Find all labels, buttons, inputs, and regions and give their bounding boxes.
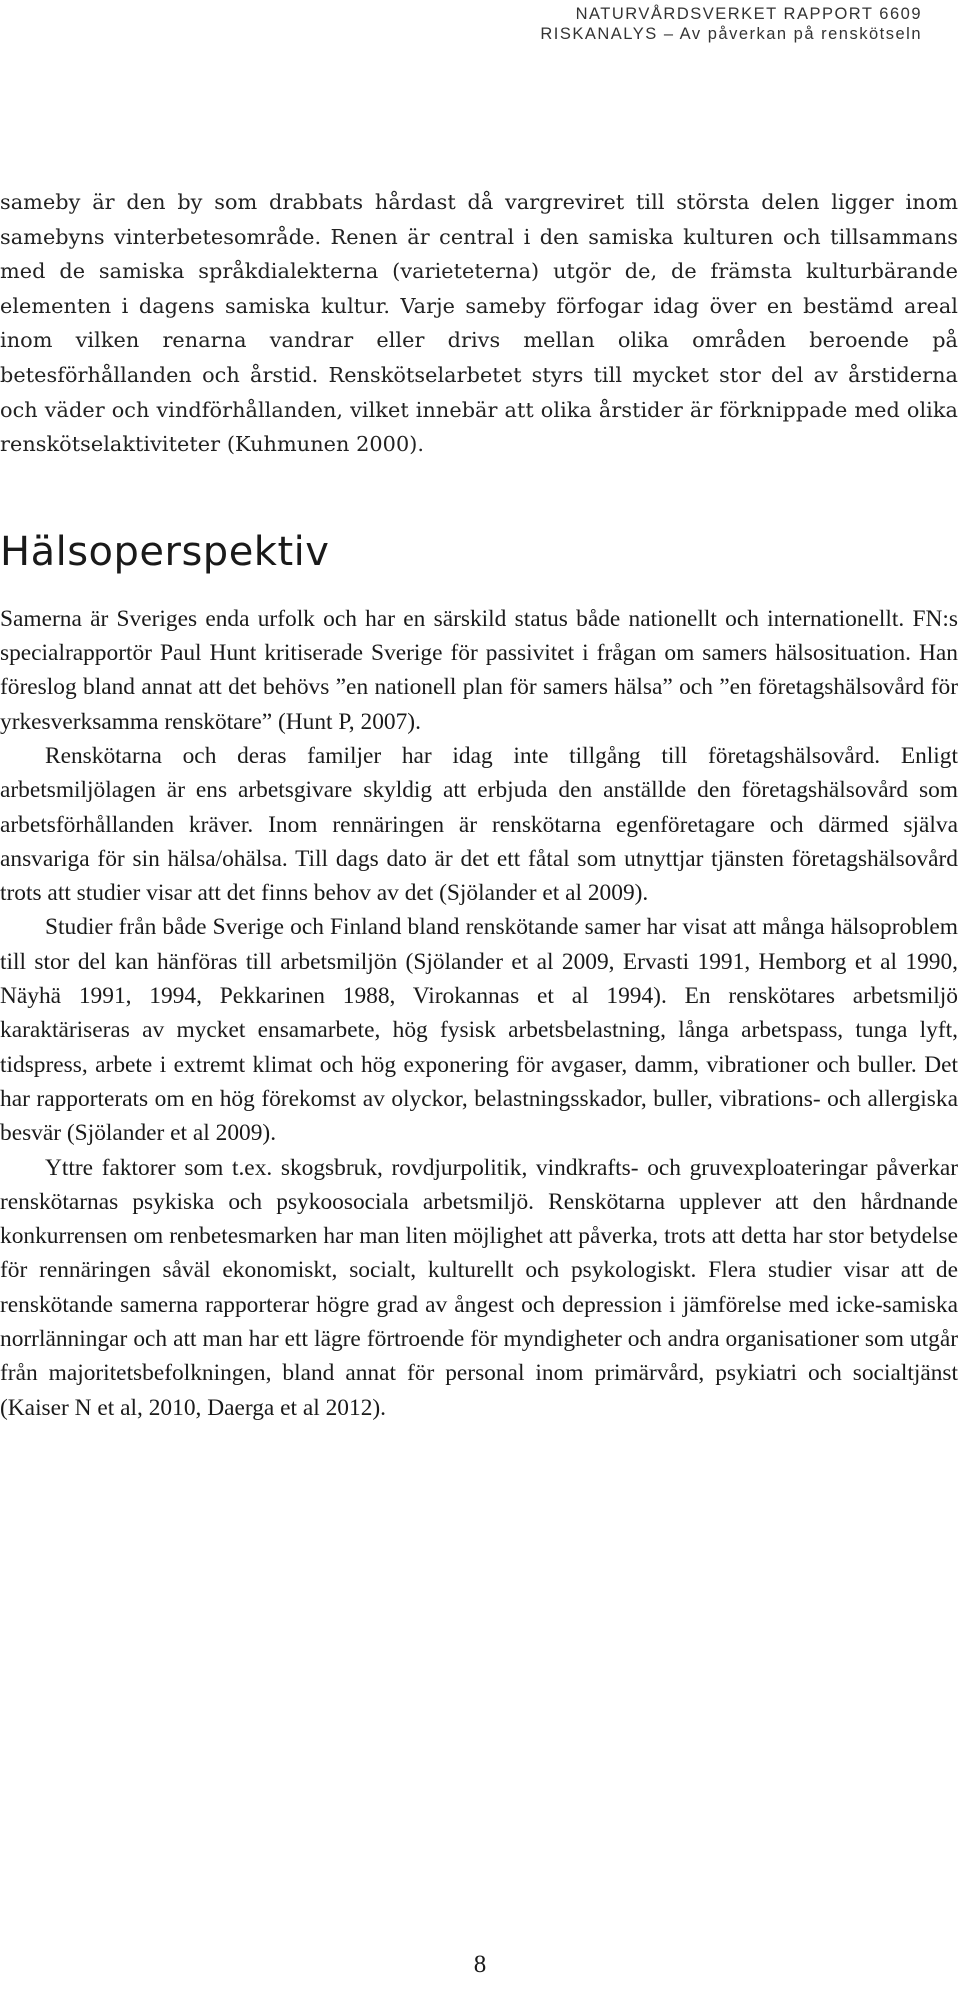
body-paragraph-2: Renskötarna och deras familjer har idag inte tillgång till företagshälsovård. Enligt arbetsmiljölagen är ens arbetsgivare skyldig att erbjuda den anställde den företagshälsovård som arbetsförhållanden kräver. Inom rennäringen är renskötarna egenföretagare och därmed själva ansvariga för sin hälsa/ohälsa. Till dags dato är det ett fåtal som utnyttjar tjänsten företagshälsovård trots att studier visar att det finns behov av det (Sjölander et al 2009). bbox=[0, 742, 958, 907]
section-heading: Hälsoperspektiv bbox=[0, 528, 330, 575]
body-paragraph-1: Samerna är Sveriges enda urfolk och har en särskild status både nationellt och internationellt. FN:s specialrapportör Paul Hunt kritiserade Sverige för passivitet i frågan om samers hälsosituation. Han föreslog bland annat att det behövs ”en nationell plan för samers hälsa” och ”en företagshälsovård för yrkesverksamma renskötare” (Hunt P, 2007). bbox=[0, 605, 958, 735]
intro-paragraph: sameby är den by som drabbats hårdast då vargreviret till största delen ligger inom samebyns vinterbetesområde. Renen är central i den samiska kulturen och tillsammans med de samiska språkdialekterna (varieteterna) utgör de, de främsta kulturbärande elementen i dagens samiska kultur. Varje sameby förfogar idag över en bestämd areal inom vilken renarna vandrar eller drivs mellan olika områden beroende på betesförhållanden och årstid. Renskötselarbetet styrs till mycket stor del av årstiderna och väder och vindförhållanden, vilket innebär att olika årstider är förknippade med olika renskötselaktiviteter (Kuhmunen 2000). bbox=[0, 190, 958, 457]
running-header bbox=[540, 4, 922, 44]
page-number: 8 bbox=[473, 1951, 487, 1978]
body-paragraph-3: Studier från både Sverige och Finland bland renskötande samer har visat att många hälsoproblem till stor del kan hänföras till arbetsmiljön (Sjölander et al 2009, Ervasti 1991, Hemborg et al 1990, Näyhä 1991, 1994, Pekkarinen 1988, Virokannas et al 1994). En renskötares arbetsmiljö karaktäriseras av mycket ensamarbete, hög fysisk arbetsbelastning, långa arbetspass, tunga lyft, tidspress, arbete i extremt klimat och hög exponering för avgaser, damm, vibrationer och buller. Det har rapporterats om en hög förekomst av olyckor, belastningsskador, buller, vibrations- och allergiska besvär (Sjölander et al 2009). bbox=[0, 914, 958, 1147]
body-paragraph-4: Yttre faktorer som t.ex. skogsbruk, rovdjurpolitik, vindkrafts- och gruvexploateringar påverkar renskötarnas psykiska och psykoosociala arbetsmiljö. Renskötarna upplever att den hårdnande konkurrensen om renbetesmarken har man liten möjlighet att påverka, trots att detta har stor betydelse för rennäringen såväl ekonomiskt, socialt, kulturellt och psykologiskt. Flera studier visar att de renskötande samerna rapporterar högre grad av ångest och depression i jämförelse med icke-samiska norrlänningar och att man har ett lägre förtroende för myndigheter och andra organisationer som utgår från majoritetsbefolkningen, bland annat för personal inom primärvård, psykiatri och socialtjänst (Kaiser N et al, 2010, Daerga et al 2012). bbox=[0, 1154, 958, 1421]
running-header-chapter: RISKANALYS – Av påverkan på renskötseln bbox=[540, 25, 922, 43]
running-header-report: NATURVÅRDSVERKET RAPPORT 6609 bbox=[575, 5, 922, 23]
page-body bbox=[0, 185, 958, 1425]
